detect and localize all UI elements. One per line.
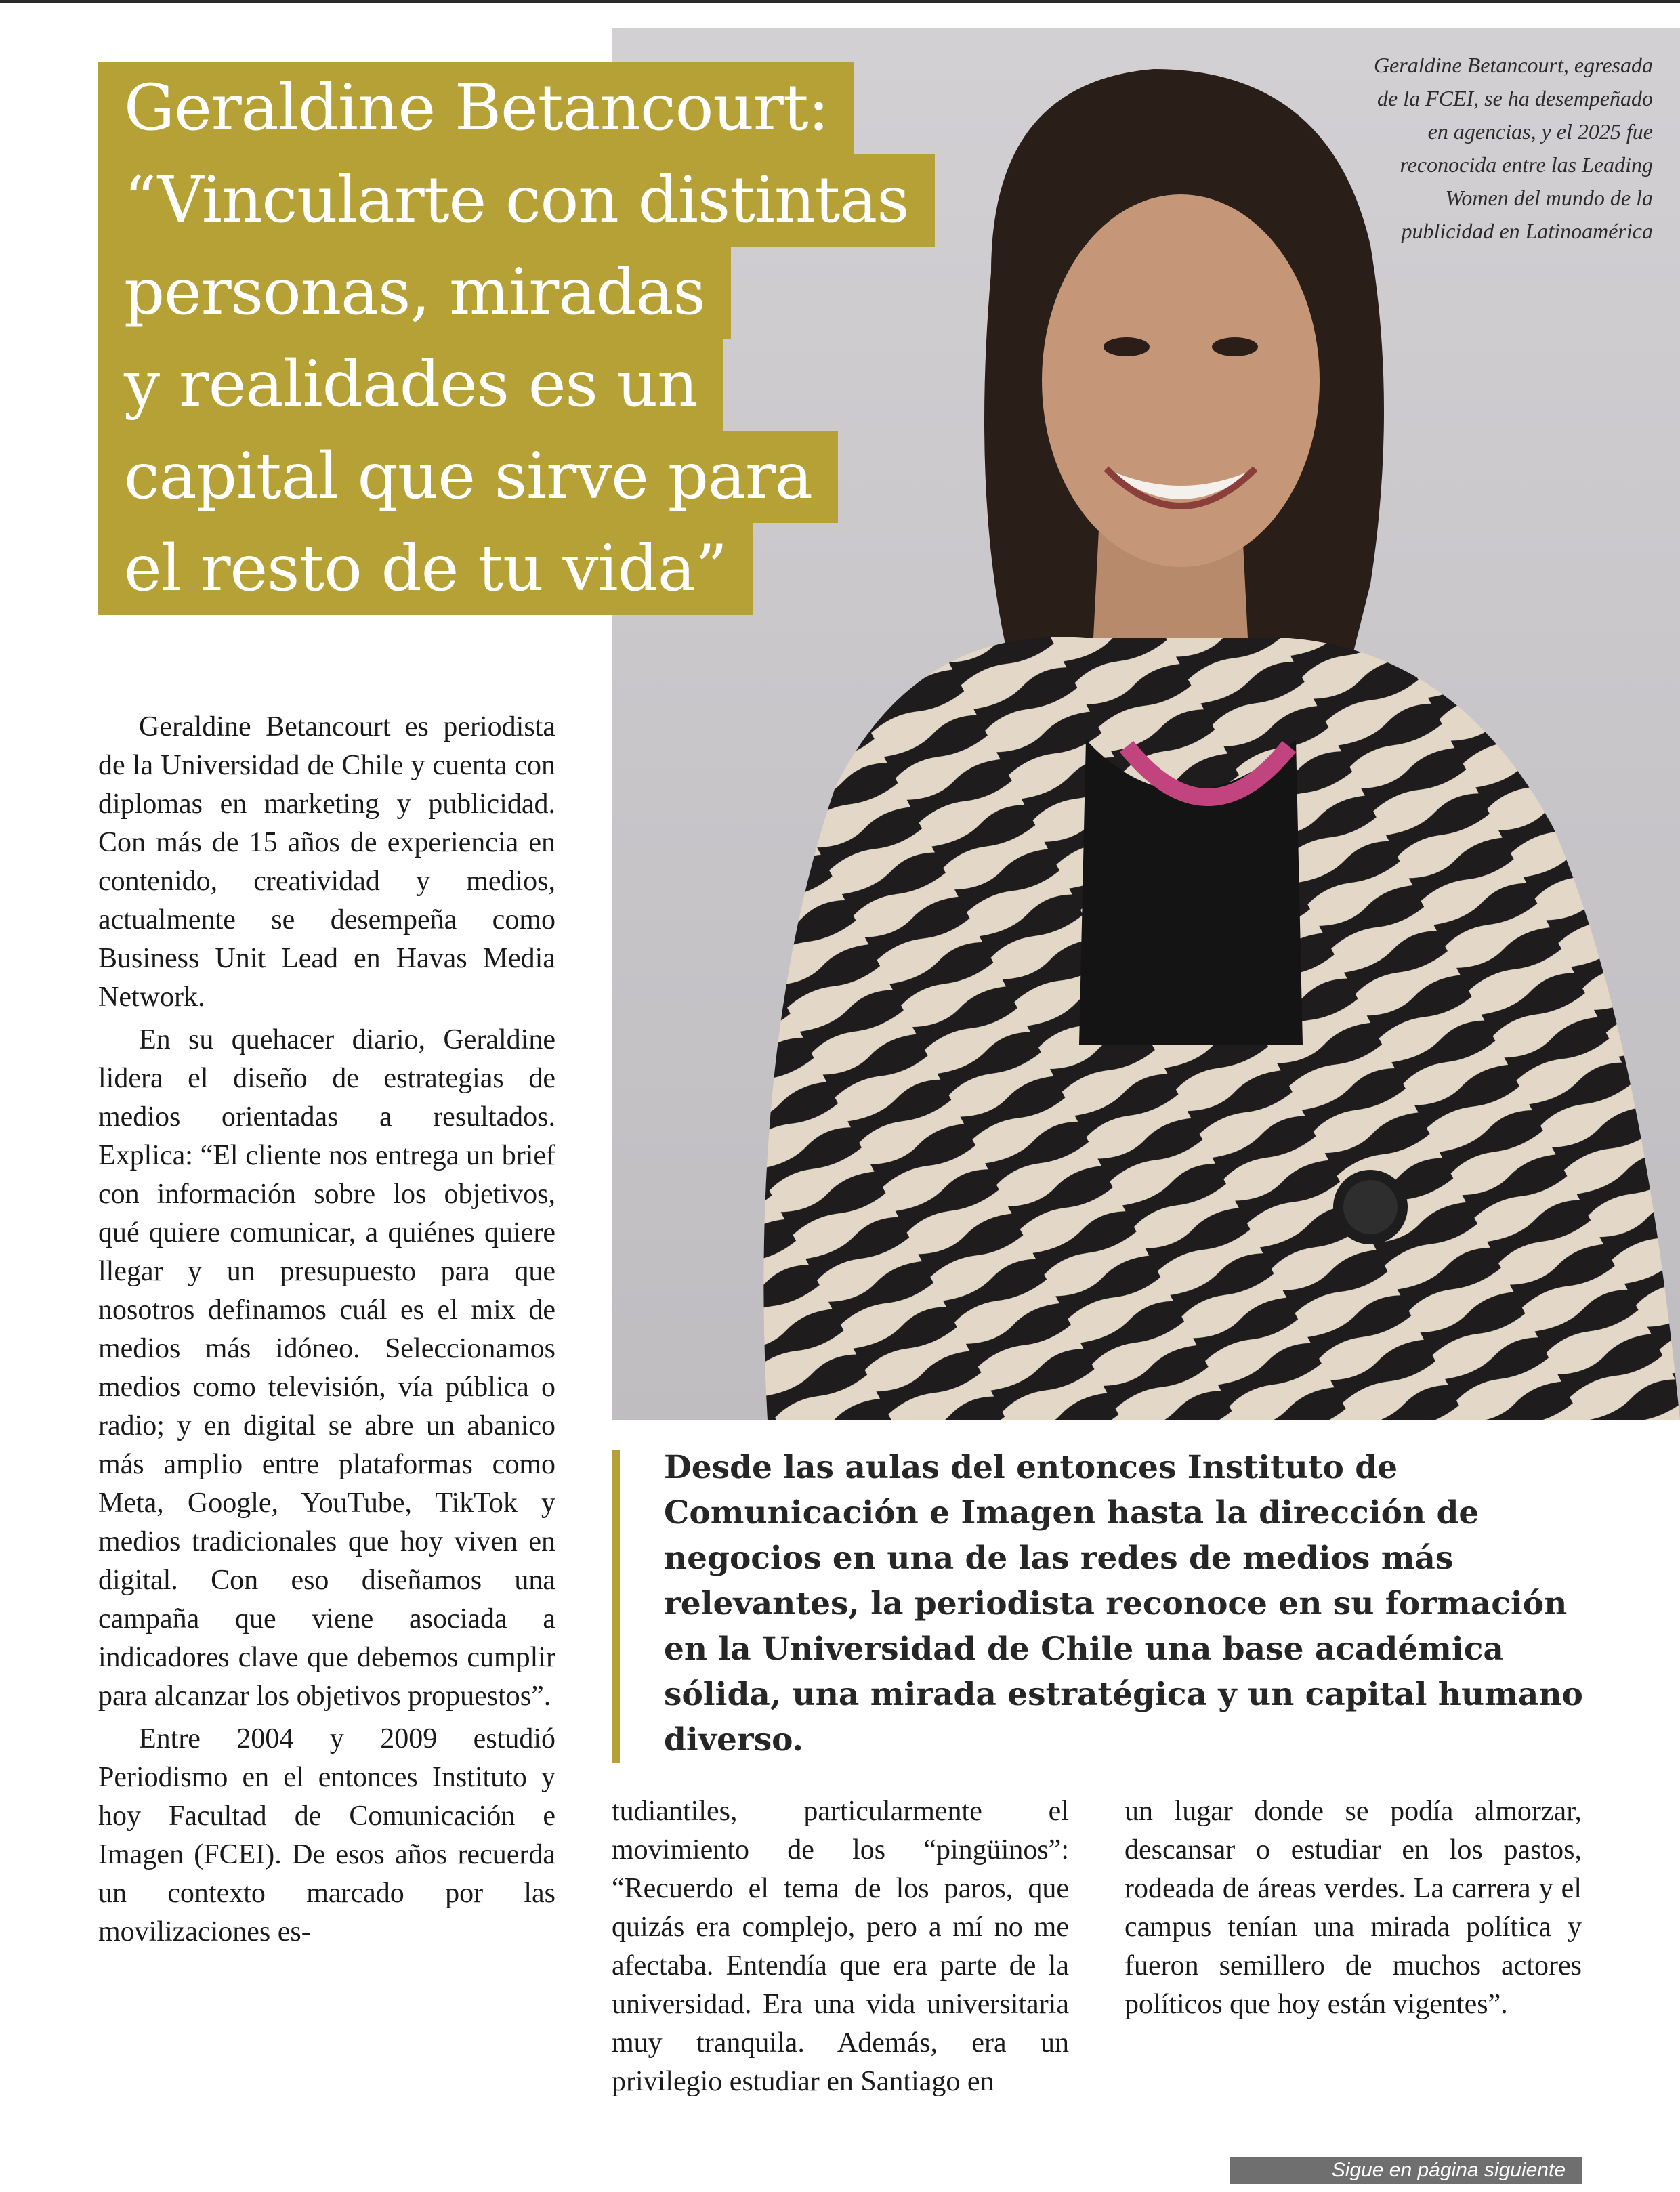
body-paragraph: En su quehacer diario, Geraldine lidera el diseño de estrategias de medios orientadas a resultados. Explica: “El cliente nos entrega un brief con información sobre los objetivos, qué quiere comunicar, a quiénes quiere llegar y un presupuesto para que nosotros definamos cuál es el mix de medios más idóneo. Seleccionamos medios como televisión, vía pública o radio; y en digital se abre un abanico más amplio entre plataformas como Meta, Google, YouTube, TikTok y medios tradicionales que hoy viven en digital. Con eso diseñamos una campaña que viene asociada a indicadores clave que debemos cumplir para alcanzar los objetivos propuestos”.	[98, 1024, 555, 1712]
pull-quote-bar	[612, 1450, 620, 1763]
headline-line: capital que sirve para	[98, 431, 838, 523]
headline	[98, 62, 1033, 615]
headline-line: y realidades es un	[98, 339, 723, 431]
body-paragraph: Entre 2004 y 2009 estudió Periodismo en el entonces Instituto y hoy Facultad de Comunicación e Imagen (FCEI). De esos años recuerda un contexto marcado por las movilizaciones es-	[98, 1723, 555, 1947]
continue-next-page-label: Sigue en página siguiente	[1230, 2157, 1582, 2184]
body-column-3: un lugar donde se podía almorzar, descansar o estudiar en los pastos, rodeada de áreas verdes. La carrera y el campus tenían una mirada política y fueron semillero de muchos actores políticos que hoy están vigentes”.	[1125, 1796, 1582, 2020]
body-paragraph: Geraldine Betancourt es periodista de la Universidad de Chile y cuenta con diplomas en marketing y publicidad. Con más de 15 años de experiencia en contenido, creatividad y medios, actualmente se desempeña como Business Unit Lead en Havas Media Network.	[98, 711, 555, 1013]
headline-line: “Vincularte con distintas	[98, 154, 935, 247]
body-column-1	[98, 708, 555, 1956]
headline-line: Geraldine Betancourt:	[98, 62, 854, 154]
headline-line: personas, miradas	[98, 247, 731, 339]
pull-quote: Desde las aulas del entonces Instituto de Comunicación e Imagen hasta la dirección de negocios en una de las redes de medios más relevantes, la periodista reconoce en su formación en la Universidad de Chile una base académica sólida, una mirada estratégica y un capital humano diverso.	[664, 1449, 1583, 1758]
photo-caption: Geraldine Betancourt, egresada de la FCEI, se ha desempeñado en agencias, y el 2025 fue reconocida entre las Leading Women del mundo de la publicidad en Latinoamérica	[1373, 53, 1653, 243]
body-column-2: tudiantiles, particularmente el movimiento de los “pingüinos”: “Recuerdo el tema de los paros, que quizás era complejo, pero a mí no me afectaba. Entendía que era parte de la universidad. Era una vida universitaria muy tranquila. Además, era un privilegio estudiar en Santiago en	[612, 1796, 1069, 2097]
headline-line: el resto de tu vida”	[98, 523, 753, 615]
top-rule	[0, 0, 1680, 3]
